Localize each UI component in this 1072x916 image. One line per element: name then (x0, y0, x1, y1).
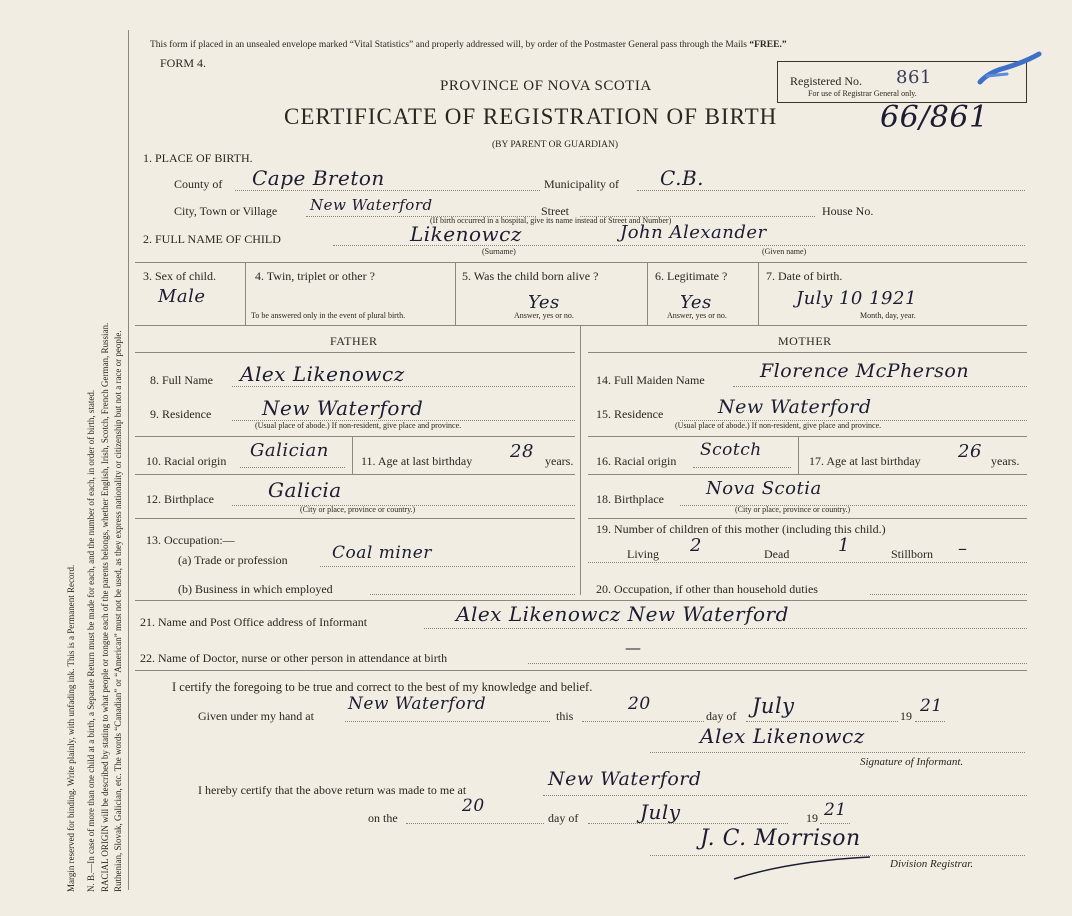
sex-label: 3. Sex of child. (143, 269, 216, 283)
mother-racial-line (693, 467, 791, 468)
father-rule-3 (135, 518, 575, 519)
mother-birthplace-caption: (City or place, province or country.) (735, 505, 851, 514)
street-label: Street (541, 204, 569, 218)
father-name-value: Alex Likenowcz (240, 362, 405, 386)
child-name-label: 2. FULL NAME OF CHILD (143, 232, 281, 246)
divider-5-6 (647, 262, 648, 325)
living-label: Living (627, 547, 659, 561)
father-heading: FATHER (330, 334, 378, 348)
legitimate-label: 6. Legitimate ? (655, 269, 728, 283)
rule-below-row3 (135, 325, 1027, 326)
child-surname-value: Likenowcz (410, 222, 522, 246)
mother-rule-3 (588, 518, 1027, 519)
informant-signature: Alex Likenowcz (700, 724, 865, 748)
trade-label: (a) Trade or profession (178, 553, 288, 567)
mother-racial-age-divider (798, 436, 799, 474)
doctor-label: 22. Name of Doctor, nurse or other person in attendance at birth (140, 651, 448, 665)
occupation-label: 13. Occupation:— (146, 533, 235, 547)
signature-caption: Signature of Informant. (860, 756, 964, 768)
trade-value: Coal miner (332, 543, 432, 563)
registrar-year-suffix: 21 (824, 800, 847, 820)
certificate-subtitle: (BY PARENT OR GUARDIAN) (492, 140, 619, 150)
mother-name-line (733, 386, 1027, 387)
mother-name-label: 14. Full Maiden Name (596, 373, 705, 387)
mother-residence-value: New Waterford (718, 396, 872, 418)
rule-above-certification (135, 670, 1027, 671)
mother-birthplace-line (680, 505, 1027, 506)
certify-statement: I certify the foregoing to be true and correct to the best of my knowledge and belief. (172, 680, 593, 694)
county-line (235, 190, 540, 191)
mother-residence-label: 15. Residence (596, 407, 664, 421)
mother-racial-value: Scotch (700, 440, 762, 460)
father-racial-line (240, 467, 345, 468)
county-label: County of (174, 177, 223, 191)
dead-label: Dead (764, 547, 790, 561)
given-day-of-label: day of (706, 709, 737, 723)
father-birthplace-value: Galicia (268, 478, 342, 502)
municipality-line (637, 190, 1025, 191)
mother-occupation-line (870, 594, 1027, 595)
mother-name-value: Florence McPherson (760, 360, 970, 382)
father-abode-caption: (Usual place of abode.) If non-resident, give place and province. (255, 421, 462, 430)
father-residence-value: New Waterford (262, 396, 424, 420)
given-year-suffix: 21 (920, 696, 943, 716)
father-age-label: 11. Age at last birthday (361, 454, 473, 468)
living-value: 2 (690, 535, 702, 556)
municipality-label: Municipality of (544, 177, 619, 191)
stillborn-label: Stillborn (891, 547, 934, 561)
registrar-place-value: New Waterford (548, 768, 702, 790)
registrar-day-line (406, 823, 544, 824)
surname-caption: (Surname) (482, 247, 516, 256)
given-caption: (Given name) (762, 247, 807, 256)
mother-heading: MOTHER (778, 334, 832, 348)
twin-note: To be answered only in the event of plural birth. (251, 311, 406, 320)
mother-age-label: 17. Age at last birthday (809, 454, 921, 468)
margin-nb-note: N. B.—In case of more than one child at a birth, a Separate Return must be made for each, and the number of each, in order of birth, stated. (86, 389, 96, 892)
given-month-line (746, 721, 898, 722)
father-residence-label: 9. Residence (150, 407, 212, 421)
legitimate-value: Yes (680, 292, 712, 313)
given-under-hand-label: Given under my hand at (198, 709, 314, 723)
given-month-value: July (752, 694, 795, 718)
children-line (588, 562, 1027, 563)
business-label: (b) Business in which employed (178, 582, 333, 596)
given-day-line (582, 721, 704, 722)
dead-value: 1 (838, 535, 850, 556)
given-year-line (915, 721, 945, 722)
child-given-value: John Alexander (620, 222, 767, 243)
father-racial-value: Galician (250, 440, 329, 461)
father-rule-2 (135, 474, 575, 475)
house-number-label: House No. (822, 204, 874, 218)
handwritten-record-number: 66/861 (880, 100, 989, 135)
registrar-month-line (588, 823, 788, 824)
doctor-value: — (625, 638, 642, 657)
mother-rule-1 (588, 436, 1027, 437)
rule-above-row3 (135, 262, 1027, 263)
province-heading: PROVINCE OF NOVA SCOTIA (440, 78, 652, 94)
registrar-signature-line (650, 855, 1025, 856)
given-place-value: New Waterford (348, 694, 487, 714)
father-racial-label: 10. Racial origin (146, 454, 227, 468)
parents-divider (580, 325, 581, 595)
mother-years-label: years. (991, 454, 1020, 468)
born-alive-value: Yes (528, 292, 560, 313)
father-rule-1 (135, 436, 575, 437)
given-day-value: 20 (628, 694, 651, 714)
registrar-caption: Division Registrar. (890, 858, 974, 870)
born-alive-caption: Answer, yes or no. (514, 311, 574, 320)
informant-signature-line (650, 752, 1025, 753)
place-of-birth-label: 1. PLACE OF BIRTH. (143, 151, 253, 165)
business-line (370, 594, 575, 595)
mother-birthplace-value: Nova Scotia (706, 478, 822, 499)
mother-racial-label: 16. Racial origin (596, 454, 677, 468)
this-label: this (556, 709, 574, 723)
legitimate-caption: Answer, yes or no. (667, 311, 727, 320)
registrar-signature: J. C. Morrison (700, 826, 861, 851)
registered-number: 861 (896, 67, 932, 88)
registrar-certify-label: I hereby certify that the above return was made to me at (198, 783, 467, 797)
father-name-label: 8. Full Name (150, 373, 213, 387)
divider-3-4 (245, 262, 246, 325)
given-year-prefix: 19 (900, 709, 912, 723)
father-age-value: 28 (510, 441, 534, 462)
registrar-year-line (820, 823, 850, 824)
date-of-birth-value: July 10 1921 (796, 288, 917, 309)
margin-divider (128, 30, 129, 890)
registrar-month-value: July (640, 800, 681, 824)
form-number: FORM 4. (160, 56, 207, 70)
rule-above-informant (135, 600, 1027, 601)
mother-occupation-label: 20. Occupation, if other than household duties (596, 582, 818, 596)
children-count-label: 19. Number of children of this mother (including this child.) (596, 522, 886, 536)
mail-notice: This form if placed in an unsealed envelope marked “Vital Statistics” and properly addressed will, by order of the Postmaster General pass through the Mails “FREE.” (150, 40, 787, 50)
trade-line (320, 566, 575, 567)
born-alive-label: 5. Was the child born alive ? (462, 269, 599, 283)
mother-abode-caption: (Usual place of abode.) If non-resident, give place and province. (675, 421, 882, 430)
registered-note: For use of Registrar General only. (808, 89, 917, 98)
sex-value: Male (158, 286, 206, 307)
father-name-line (232, 386, 575, 387)
mother-age-value: 26 (958, 441, 982, 462)
hospital-note: (If birth occurred in a hospital, give its name instead of Street and Number) (430, 216, 672, 225)
doctor-line (528, 663, 1027, 664)
stillborn-value: – (958, 538, 968, 559)
city-value: New Waterford (310, 196, 433, 214)
margin-binding-note: Margin reserved for binding. Write plainly, with unfading ink. This is a Permanent Record. (66, 564, 76, 892)
date-of-birth-caption: Month, day, year. (860, 311, 916, 320)
informant-line (424, 628, 1027, 629)
father-birthplace-label: 12. Birthplace (146, 492, 214, 506)
registrar-day-of-label: day of (548, 811, 579, 825)
divider-6-7 (758, 262, 759, 325)
father-birthplace-caption: (City or place, province or country.) (300, 505, 416, 514)
margin-racial-note: RACIAL ORIGIN will be described by stating to what people or tongue each of the parents belongs, whether English, Irish, Scotch, French German, Russian. (100, 322, 110, 892)
margin-racial-note-2: Ruthenian, Slovak, Galician, etc. The words “Canadian” or “American” must not be used, as they express nationality or citizenship but not a race or people. (113, 330, 123, 892)
informant-label: 21. Name and Post Office address of Informant (140, 615, 368, 629)
blue-check-mark (975, 50, 1045, 90)
registrar-signature-flourish (730, 855, 880, 885)
mother-heading-rule (588, 352, 1027, 353)
date-of-birth-label: 7. Date of birth. (766, 269, 843, 283)
city-label: City, Town or Village (174, 204, 278, 218)
registrar-year-prefix: 19 (806, 811, 818, 825)
twin-label: 4. Twin, triplet or other ? (255, 269, 375, 283)
registrar-place-line (543, 795, 1027, 796)
certificate-title: CERTIFICATE OF REGISTRATION OF BIRTH (284, 104, 778, 129)
informant-value: Alex Likenowcz New Waterford (456, 602, 789, 626)
divider-4-5 (455, 262, 456, 325)
registrar-day-value: 20 (462, 796, 485, 816)
father-years-label: years. (545, 454, 574, 468)
father-heading-rule (135, 352, 575, 353)
given-place-line (345, 721, 550, 722)
father-racial-age-divider (352, 436, 353, 474)
registered-label: Registered No. (790, 74, 862, 88)
municipality-value: C.B. (660, 166, 705, 190)
county-value: Cape Breton (252, 166, 385, 190)
mother-rule-2 (588, 474, 1027, 475)
mother-birthplace-label: 18. Birthplace (596, 492, 664, 506)
on-the-label: on the (368, 811, 398, 825)
